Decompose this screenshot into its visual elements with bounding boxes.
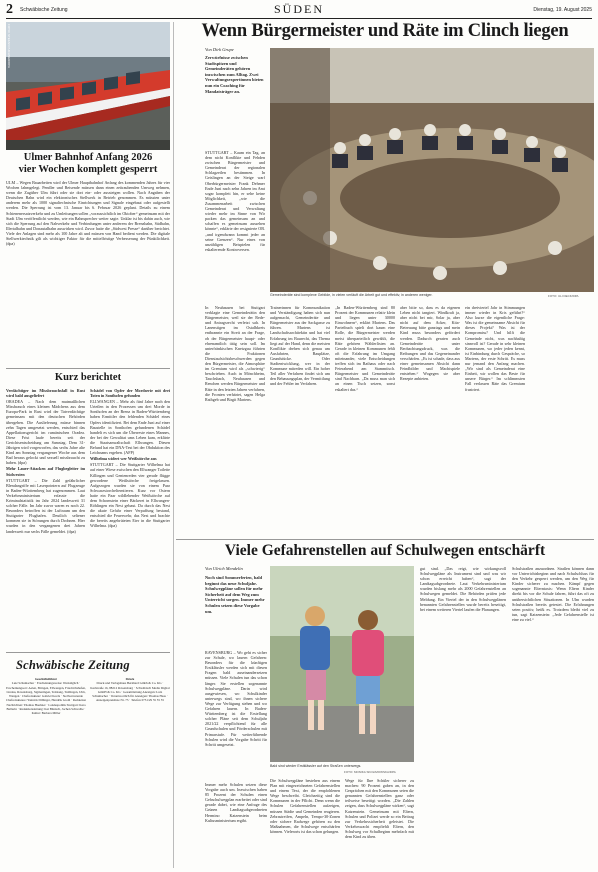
- kurz-berichtet-heading: Kurz berichtet: [54, 372, 122, 383]
- brief-text: STUTTGART – Die Zahl gefährlicher Blendangriffe mit Laserpointern auf Flugzeuge in Baden-Württemberg hat zugenommen. Laut Verkehrsministerium erfasste die Kriminalstatistik im Jahr 2024 landesweit 31 solcher Fälle. Im Jahr zuvor waren es noch 22. Besonders betroffen ist der Luftraum um den Stuttgarter Flughafen. Deutlich seltener kommen sie in Störungen durch Drohnen. Hier wurden in den vergangenen drei Jahren landesweit nur sechs Fälle gemeldet. (dpa): [6, 477, 85, 534]
- school-headline: Viele Gefahrenstellen auf Schulwegen entschärft: [224, 542, 546, 559]
- main-col-4: aber bitte so, dass es da eigenen Leben nicht tangiert. Windkraft ja, aber nicht bei mir, Solar ja, aber nicht auf dem Acker, Kita-Betreuung bitte ganztags und mein Kind muss besonders gefördert werden. Dadurch geraten auch Gemeinderäte unter Beobachtungsdruck, was die Reibungen und das Gegeneinander verschärfen. „Es ist schade, dass aus einer gemeinsamen Absicht dann Feindbilder und Machtspiele entstehen.“ Wogegen sie aber Rezepte anbieten.: [400, 305, 460, 382]
- school-photo: [270, 566, 414, 762]
- school-photo-caption: Bald sind wieder Erstklässler auf den Straßen unterwegs.: [270, 764, 362, 768]
- ulm-train-photo: [6, 22, 170, 150]
- impressum-right: [90, 677, 170, 867]
- brief-text: ELLWANGEN – Mehr als fünf Jahre nach den Urteilen in den Prozessen um drei Morde in Sonthofen an der Brenz in Baden-Württemberg haben Ermittler den fehlenden Schädel eines Opfers identifiziert. Bei dem Ende Juni auf einer Baustelle in Sonthofen gefundenen Schädel handelt es sich um die Überreste eines Mannes, der bei der Gewalttat ums Leben kam, erklärte die Staatsanwaltschaft Ellwangen. Diesen Befund hat ein DNA-Test bei der Obduktion des Leichnams ergeben. (AFP): [90, 399, 170, 456]
- ulm-body: ULM – Wegen Bauarbeiten wird der Ulmer Hauptbahnhof Anfang des kommenden Jahres für vier Wochen lahmgelegt. Pendler und Reisende müssen dann einen zeitraubenden Umweg nehmen, wenn die Zugüber Ulm führt oder sie dort ein- oder aussteigen wollen. Nach Angaben der Deutschen Bahn wird ein elektronisches Stellwerk in Betrieb genommen. Es müssten unter anderem mehr als 1000 signaltechnische Einrichtungen und Signale eingebaut oder aufgestellt werden. Die Sperrung ist vom 13. Januar bis 6. Februar 2026 geplant. Details zu einem Schienenersatzverkehr und zu Umleitungen sollen „voraussichtlich im Oktober“ gemeinsam mit der Stadt Ulm veröffentlicht werden, wie ein Bahnsprecher weiter sagte. Unklar ist bis dahin auch, wie sich die Sperrung auf den Nahverkehr und Verbindungen unter anderem der Brenzbahn, Südbahn, Illertalbahn und Donautalbahn auswirken wird. Zuvor hatte die „Südwest Presse“ darüber berichtet. Viele der Anlagen sind mehr als 100 Jahre alt und müssen von Hand bedient werden. Die digitale Stellwerktechnik gilt als wichtiger Faktor für die mittelfristige Verbesserung der Pünktlichkeit. (dpa): [6, 180, 170, 247]
- council-photo: [270, 48, 594, 292]
- school-teaser: Noch sind Sommerferien, bald beginnt das neue Schuljahr. Schulwegpläne sollen für mehr Sicherheit auf dem Weg zum Unterricht sorgen. Immer mehr Schulen setzen diese Vorgabe um.: [205, 575, 265, 614]
- main-photo-credit: FOTO: ULI DECK/DPA: [548, 294, 579, 298]
- main-col-3: „In Baden-Württemberg sind 80 Prozent der Kommunen relativ klein und liegen unter 30000 Einwohnern“, erklärt Martens. Das Parteibuch spielt dort kaum eine Rolle, die Bürgermeister werden meist überparteilich gewählt, die Räte gehören Wählerlisten an. Gerade in kleinen Kommunen fehlt oft die Erfahrung im Umgang miteinander, viele Entscheidungen treffen sich im Rathaus oder nach Feierabend am Stammtisch. Bürgermeister und Gemeinderäte sind Nachbarn. „Da muss man sich an einen Tisch setzen, sonst eskaliert das.“: [335, 305, 395, 392]
- school-photo-credit: FOTO: MONIKA SKOLIMOWSKA/DPA: [344, 770, 396, 774]
- children-image: [270, 566, 414, 762]
- kurz-col-1: [6, 388, 85, 650]
- impressum-right-text: Druck und Verlagshaus Bernhard Gmbh & Co. KG · Karlstraße 16, 88212 Ravensburg · Schwäbisch Media Digital GmbH & Co. KG · Gesamtleitung Anzeigen: Lutz Schumacher · Verantwortlich für Anzeigen: Thomas Haas · Anzeigenpreisliste Nr. 75 · Telefon 0751/29 55 55 55: [90, 681, 170, 703]
- page-header: [6, 2, 592, 19]
- main-col-6: [530, 305, 594, 535]
- ulm-headline: [6, 152, 170, 176]
- impressum: [6, 652, 170, 869]
- council-image: [270, 48, 594, 292]
- brief-title: Mehr Lauer-Attacken auf Flugbegleiter im Südwesten: [6, 466, 85, 477]
- brief-title: Wilhelma widert wer Weißstörche aus: [90, 456, 157, 462]
- main-teaser: Zerwürfnisse zwischen Stadtspitzen und Gemeinderäten gehören inzwischen zum Alltag. Zwei Verwaltungsexpertinnen bieten nun ein Coaching für Mandatsträger an.: [205, 55, 264, 94]
- divider: [176, 539, 594, 540]
- school-col-1: RAVENSBURG – Wo geht es sicher zur Schule, wo lauern Gefahren: Besonders für die künftigen Erstklässler werden sich mit diesen Fragen bald auseinandersetzen müssen. Viele Schulen tun das schon länger. Sie erstellen sogenannte Schulwegpläne. Darin wird ausgewiesen, wo Schulkinder unterwegs sind, wo ihnen sichere Wege zur Verfügung stehen und wo Gefahren lauern. In Baden-Württemberg ist die Erstellung solcher Pläne seit dem Schuljahr 2021/22 verpflichtend für alle Grundschulen und Förderschulen mit Primarstufe. Für weiterführende Schulen wird die Vorgabe Schritt für Schritt umgesetzt.: [205, 650, 267, 747]
- impressum-right-title: Druck: [125, 677, 135, 681]
- kurz-col-2: [90, 388, 170, 650]
- main-photo-caption: Gemeinderäte sind komplexe Gebilde, in vielen verläuft die Arbeit gut und effektiv, in anderen weniger.: [270, 293, 433, 297]
- photo-credit: FOTO: STEFAN PUCHNER/DPA: [7, 24, 11, 69]
- issue-date: Dienstag, 19. August 2025: [533, 7, 592, 13]
- ulm-headline-line2: vier Wochen komplett gesperrt: [18, 164, 158, 175]
- divider: [6, 368, 170, 369]
- brief-title: Verdächtiger im Missbrauchsfall in Rust wird bald ausgeliefert: [6, 388, 85, 399]
- main-col-1: STUTTGART – Kaum ein Tag, an dem nicht Konflikte und Fehden zwischen Bürgermeister und Gemeinderat der regionalen Schlagzeilen bestimmen. In Geislingen an der Steige warf Oberbürgermeister Frank Dehmer Ende Juni nach zehn Jahren im Amt sogar komplett hin, er sehe keine Möglichkeit, „wie die Zusammenarbeit zwischen Gemeinderat und Verwaltung wieder mehr im Sinne von Wir packen das gemeinsam an und schaffen es gemeinsam aussehen könnte“, erklärte der resignierte OB. „und irgendwann kommt jeder an seine Grenzen“. Nur eines von unzähligen Beispielen für eskalierende Kontroversen.: [205, 150, 265, 252]
- main-headline: Wenn Bürgermeister und Räte im Clinch liegen: [201, 21, 569, 41]
- school-col-4: gut sind. „Das reigt, wie wirkungsvoll Schulwegpläne als Instrument sind und was wir schon erreicht haben“, sagt der Landtagsabgeordnete. Laut Verkehrsministerium wurden bislang mehr als 2000 Gefahrenstellen an Schulwegen gemeldet. Die Behörden prüfen jede Meldung. Ein Viertel der in den Schulwegplänen benannten Gefahrenstellen wurde bereits beseitigt, bei einem weiteren Viertel laufen die Planungen.: [420, 566, 506, 612]
- main-col-1b: In Neuhausen bei Stuttgart verklagte eine Gemeinderätin den Bürgermeister, weil sie der Rede- und Antragsrecht verletzt sah. In Lanenstigen im Ostalbkreis entbrannte ein Streit an der Frage, ob der Bürgermeister haupt- oder ehrenamtlich tätig sein soll. Im unterfränkischen Knetzgau führten die Fraktionen Dienstaufsichtsbeschwerden gegen den Bürgermeister, die Atmosphäre im Gremium wird als „schwierig“ beschrieben. Auch in Mönchheim, Tauchsbach, Neuhausen und Renchen werden Bürgermeister und Räte in den letzten Jahren verfahren, die Fronten verhärtet, sagen Helga Rathgeb und Birgit Martens.: [205, 305, 265, 402]
- school-col-3: Wege für Ihre Schüler sicherer zu machen: 90 Prozent gaben an, in den Gesprächen mit den Kommunen seien die genannten Gefahrenstellen ganz oder teilweise beseitigt worden. „Die Zahlen zeigen, dass Schulwegpläne wirken“, sagt Katzenstein. Gemeinsam mit Eltern, Schulen und Polizei werde so ein Beitrag zur Verkehrssicherheit geleistet. Die Verkehrswacht empfiehlt Eltern, den Schulweg vor Schulbeginn mehrfach mit dem Kind zu üben.: [345, 778, 414, 840]
- impressum-left-title: Geschäftsführer: [34, 677, 58, 681]
- main-author: Von Dirk Grupe: [205, 47, 234, 52]
- brief-text: ORADEA – Nach dem mutmaßlichen Missbrauch eines kleinen Mädchens aus dem Europa-Park in Rust wird der Tatverdächtige gemeinsam mit den deutschen Behörden übergeben. Die Auslieferung müsse binnen zehn Tagen umgesetzt werden, entschied das Appellationsgericht im rumänischen Oradea. Diese Frist laufe bereits seit der Gerichtsentscheidung am Samstag. Dem 31-Jährigen wird vorgeworfen, das sechs Jahre alte Kind am Sonntag vergangener Woche aus dem Bad heraus gelockt und sexuell missbraucht zu haben. (dpa): [6, 399, 85, 466]
- ulm-headline-line1: Ulmer Bahnhof Anfang 2026: [23, 152, 153, 163]
- school-col-2: Die Schulwegpläne bestehen aus einem Plan mit eingezeichneten Gefahrenstellen und einem Text, der die empfohlenen Wege beschreibt. Gleichzeitig sind die Kommunen in der Pflicht. Denn wenn die Schulen Gefahrenstellen aufzeigen, müssen Städte und Gemeinden reagieren. Zebrastreifen, Ampeln, Tempo-30-Zonen oder sichere Radwege gehören zu den Maßnahmen, die Schulwege entschärfen können. Vielerorts ist das schon gelungen.: [270, 778, 340, 834]
- paper-name: Schwäbische Zeitung: [20, 7, 68, 13]
- school-col-1b: Immer mehr Schulen setzen diese Vorgabe auch um. Inzwischen haben 85 Prozent der Schulen einen Gehschulwegplan erarbeitet oder sind gerade dabei, wie eine Anfrage des Grünen Landtagsabgeordneten Hermino Katzenstein beim Kultusministerium ergibt.: [205, 782, 267, 823]
- impressum-left-text: Lutz Schumacher · Erscheinungsweise: Werktäglich · Erscheinungsort: Aalen, Ehingen, Ellwangen, Friedrichshafen, Lindau, Ravensburg, Sigmaringen, Tettnang, Tuttlingen, Ulm, Wangen · Chefredakteur: Gabriel Kords · Stellvertretende Chefredakteure: Yannick Dillinger, Hendrik Groth · Redaktion Nachrichten: Thomas Huebner · Landespolitik Stuttgart: Kara Ballarin · Redaktionsleitung: Kai Bänisch, Jochen Schwalbe · Kultur: Barbara Miller: [6, 681, 86, 716]
- school-col-5: Schulstraßen anzuordnen. Straßen können dann vor Unterrichtsbeginn und nach Schulschluss für den Verkehr gesperrt werden, um den Weg für Kinder sicherer zu machen. Kämpf gegen sogenannte Elterntaxis: Wenn Eltern Kinder direkt bis vor die Schule fahren, führt das oft zu unübersichtlichen Situationen. In Ulm wurden Schulstraßen bereits getestet. Die Erfahrungen seien positiv, heißt es. Trotzdem bleibt viel zu tun, sagt Katzenstein: „Jede Gefahrenstelle ist eine zu viel.“: [512, 566, 594, 622]
- brief-title: Schädel von Opfer der Mordserie mit drei Toten in Sonthofen gefunden: [90, 388, 170, 399]
- school-author: Von Ulrich Mendelin: [205, 566, 243, 571]
- section-title: SÜDEN: [273, 2, 324, 16]
- column-divider: [173, 22, 174, 868]
- paper-logo: Schwäbische Zeitung: [16, 658, 130, 672]
- train-image: [6, 22, 170, 150]
- brief-text: STUTTGART – Die Stuttgarter Wilhelma hat auf einer Wiese zwischen den Ellwanger Toilette Killingen und Gentenreden vier gerade flügge gewordene Weißstörche freigelassen. Aufgezogen wurden sie von einem Paar Schwarzstorchelterntieren. Kurz vor Ostern hatte ein Paar wildlebender Weißstörche auf dem Schornstein einer Bäckerei in Ellwangen-Röhlingen ein Nest gebaut. Da durch das Nest die akute Gefahr einer Verpuffung bestand, entschied die Feuerwehr, das Nest und brachte die bereits angebrüteten Eier in die Stuttgarter Wilhelma. (dpa): [90, 462, 170, 529]
- impressum-left: [6, 677, 86, 867]
- main-col-2: Trainerinnen für Kommunikation und Verständigung haben sich nun aufgemacht, Gemeinderäte und Bürgermeister aus der Sackgasse zu führen. Martens ist Landschaftsarchitektin und hat viel Erfahrung im Baurecht, das Thema liegt auf der Hand, denn die meisten Konflikte drehen sich genau um Ausfahrten, Bauplätze, Grundstücke. Oder Stadtentwicklung, wer in der Kommune mitreden will. Ein hoher Teil aller Verfahren findet sich um den Bebauungsplan, der Vermittlung und der Fehler im Verfahren.: [270, 305, 330, 387]
- main-col-5: ein dreiviertel Jahr in Stimmungen immer wieder in Kris geführt?“ Also kurze die eigentliche Frage: Was ist die gemeinsame Absicht für dieses Projekt? Was ist der Kompromiss? Und hilft die Gemeinde nicht, was nachhaltig sinnvoll ist? Gerade in sehr kleinen Kommunen, wo jeder jeden kennt, ist Einbindung durch Gespräche, so Martens, der erste Schritt. Es muss nur jemand den Anfang machen. „Wir sind als Gemeinderat eine Einheit, wir wollen das Beste für unsere Bürger.“ Im schlimmsten Fall verlassen Räte das Gremium frustriert.: [465, 305, 525, 392]
- page-number: 2: [6, 2, 13, 17]
